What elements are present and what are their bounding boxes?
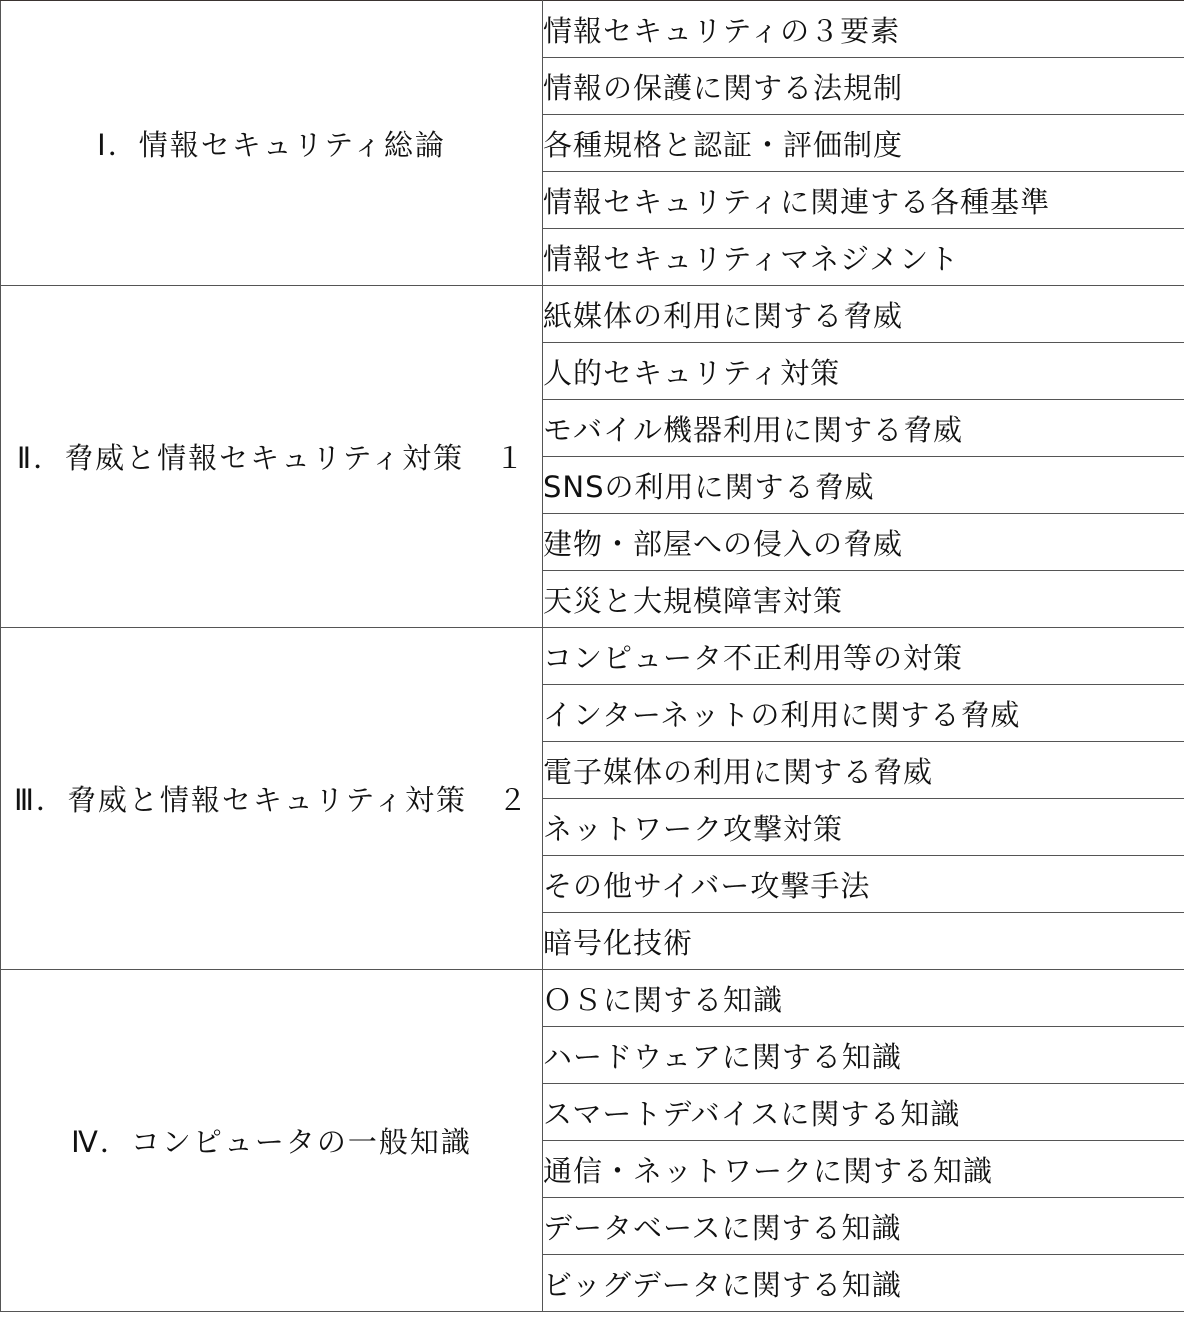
topic-item: 情報の保護に関する法規制	[543, 58, 1184, 115]
topic-item: 建物・部屋への侵入の脅威	[543, 514, 1184, 571]
topic-item: その他サイバー攻撃手法	[543, 856, 1184, 913]
topic-item: データベースに関する知識	[543, 1198, 1184, 1255]
topic-item: ＯＳに関する知識	[543, 970, 1184, 1027]
topic-item: ネットワーク攻撃対策	[543, 799, 1184, 856]
topic-item: 紙媒体の利用に関する脅威	[543, 286, 1184, 343]
topic-item: 情報セキュリティに関連する各種基準	[543, 172, 1184, 229]
topic-item: スマートデバイスに関する知識	[543, 1084, 1184, 1141]
topic-item: 情報セキュリティの３要素	[543, 1, 1184, 58]
table-row	[1, 628, 1184, 685]
topic-item: 各種規格と認証・評価制度	[543, 115, 1184, 172]
syllabus-body	[1, 1, 1184, 1312]
table-row	[1, 1, 1184, 58]
topic-item: 通信・ネットワークに関する知識	[543, 1141, 1184, 1198]
topic-item: 情報セキュリティマネジメント	[543, 229, 1184, 286]
table-row	[1, 970, 1184, 1027]
topic-item: モバイル機器利用に関する脅威	[543, 400, 1184, 457]
section-title: Ⅰ．情報セキュリティ総論	[1, 1, 543, 286]
topic-item: 暗号化技術	[543, 913, 1184, 970]
section-title: Ⅳ．コンピュータの一般知識	[1, 970, 543, 1312]
topic-item: コンピュータ不正利用等の対策	[543, 628, 1184, 685]
section-title: Ⅲ．脅威と情報セキュリティ対策 ２	[1, 628, 543, 970]
table-row	[1, 286, 1184, 343]
topic-item: SNSの利用に関する脅威	[543, 457, 1184, 514]
topic-item: ハードウェアに関する知識	[543, 1027, 1184, 1084]
section-title: Ⅱ．脅威と情報セキュリティ対策 １	[1, 286, 543, 628]
topic-item: ビッグデータに関する知識	[543, 1255, 1184, 1312]
topic-item: 電子媒体の利用に関する脅威	[543, 742, 1184, 799]
topic-item: 人的セキュリティ対策	[543, 343, 1184, 400]
topic-item: 天災と大規模障害対策	[543, 571, 1184, 628]
topic-item: インターネットの利用に関する脅威	[543, 685, 1184, 742]
